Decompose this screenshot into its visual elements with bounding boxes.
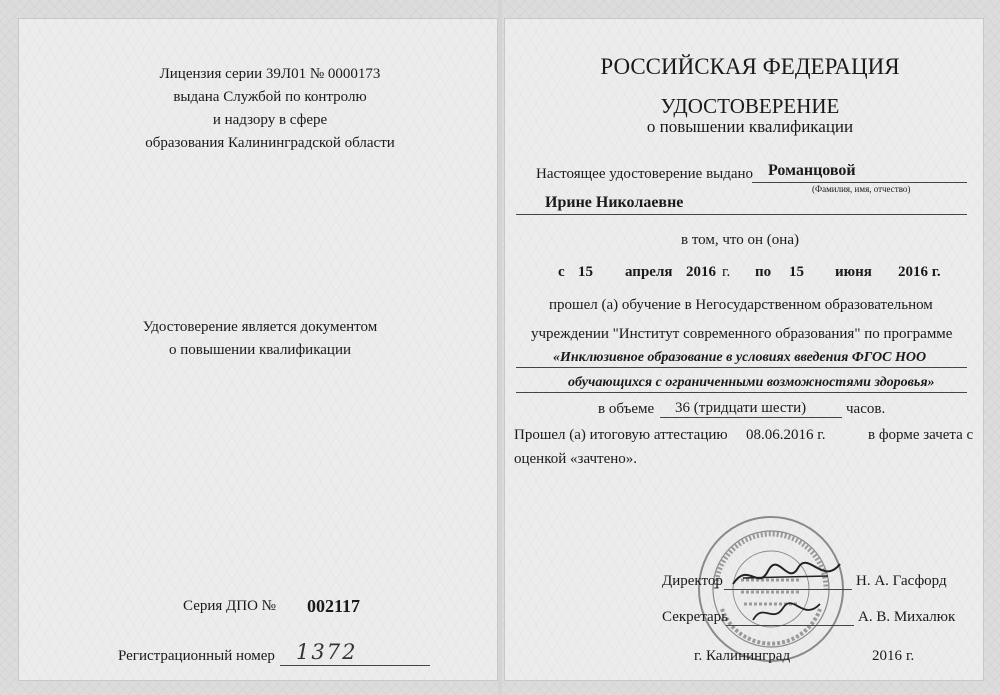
registration-label: Регистрационный номер xyxy=(118,648,275,664)
period-to-year: 2016 г. xyxy=(898,264,941,280)
country-title: РОССИЙСКАЯ ФЕДЕРАЦИЯ xyxy=(600,54,900,79)
period-from-year: 2016 xyxy=(686,264,716,280)
period-from-day: 15 xyxy=(578,264,593,280)
hours-label: часов. xyxy=(846,401,886,417)
recipient-surname: Романцовой xyxy=(768,162,856,179)
study-line-2: учреждении "Институт современного образования" по программе xyxy=(531,326,953,342)
grade-text: оценкой «зачтено». xyxy=(514,451,638,467)
secretary-name: А. В. Михалюк xyxy=(858,609,956,625)
period-to-day: 15 xyxy=(789,264,804,280)
program-line-1: «Инклюзивное образование в условиях введения ФГОС НОО xyxy=(553,350,927,365)
license-line-3: и надзору в сфере xyxy=(212,112,328,128)
document-title: УДОСТОВЕРЕНИЕ xyxy=(660,94,840,118)
program-line-2-underline xyxy=(516,392,967,393)
period-from-label: с xyxy=(558,264,565,280)
issue-year: 2016 xyxy=(872,648,902,664)
attestation-date: 08.06.2016 г. xyxy=(746,427,826,443)
surname-line xyxy=(752,182,967,183)
period-from-month: апреля xyxy=(625,264,673,280)
statement-line-1: Удостоверение является документом xyxy=(142,319,378,335)
document-subtitle: о повышении квалификации xyxy=(646,117,854,136)
volume-label: в объеме xyxy=(598,401,655,417)
secretary-label: Секретарь xyxy=(662,609,729,625)
registration-number: 1372 xyxy=(296,640,358,664)
series-number: 002117 xyxy=(307,596,361,616)
director-label: Директор xyxy=(662,573,723,589)
program-line-1-underline xyxy=(516,367,967,368)
given-names-line xyxy=(516,214,967,215)
period-year-suffix: г. xyxy=(722,264,731,280)
page-fold xyxy=(498,0,502,695)
recipient-given-names: Ирине Николаевне xyxy=(545,194,684,211)
issue-city: г. Калининград xyxy=(694,648,791,664)
study-line-1: прошел (а) обучение в Негосударственном образовательном xyxy=(549,297,933,313)
period-to-label: по xyxy=(755,264,772,280)
license-line-4: образования Калининградской области xyxy=(145,135,395,151)
license-line-1: Лицензия серии 39Л01 № 0000173 xyxy=(159,66,381,82)
director-signature xyxy=(728,556,848,596)
that-label: в том, что он (она) xyxy=(680,232,799,248)
volume-line xyxy=(660,417,842,418)
attestation-form: в форме зачета с xyxy=(868,427,974,443)
program-line-2: обучающихся с ограниченными возможностями здоровья» xyxy=(568,375,935,390)
registration-line xyxy=(280,665,430,666)
series-label: Серия ДПО № xyxy=(183,598,276,614)
volume-value: 36 (тридцати шести) xyxy=(675,400,807,416)
director-name: Н. А. Гасфорд xyxy=(856,573,947,589)
period-to-month: июня xyxy=(835,264,872,280)
attestation-label: Прошел (а) итоговую аттестацию xyxy=(514,427,728,443)
name-hint: (Фамилия, имя, отчество) xyxy=(812,184,911,194)
statement-line-2: о повышении квалификации xyxy=(169,342,351,358)
secretary-signature xyxy=(748,594,828,628)
issued-to-label: Настоящее удостоверение выдано xyxy=(536,166,754,182)
issue-year-suffix: г. xyxy=(906,648,915,664)
license-line-2: выдана Службой по контролю xyxy=(173,89,367,105)
